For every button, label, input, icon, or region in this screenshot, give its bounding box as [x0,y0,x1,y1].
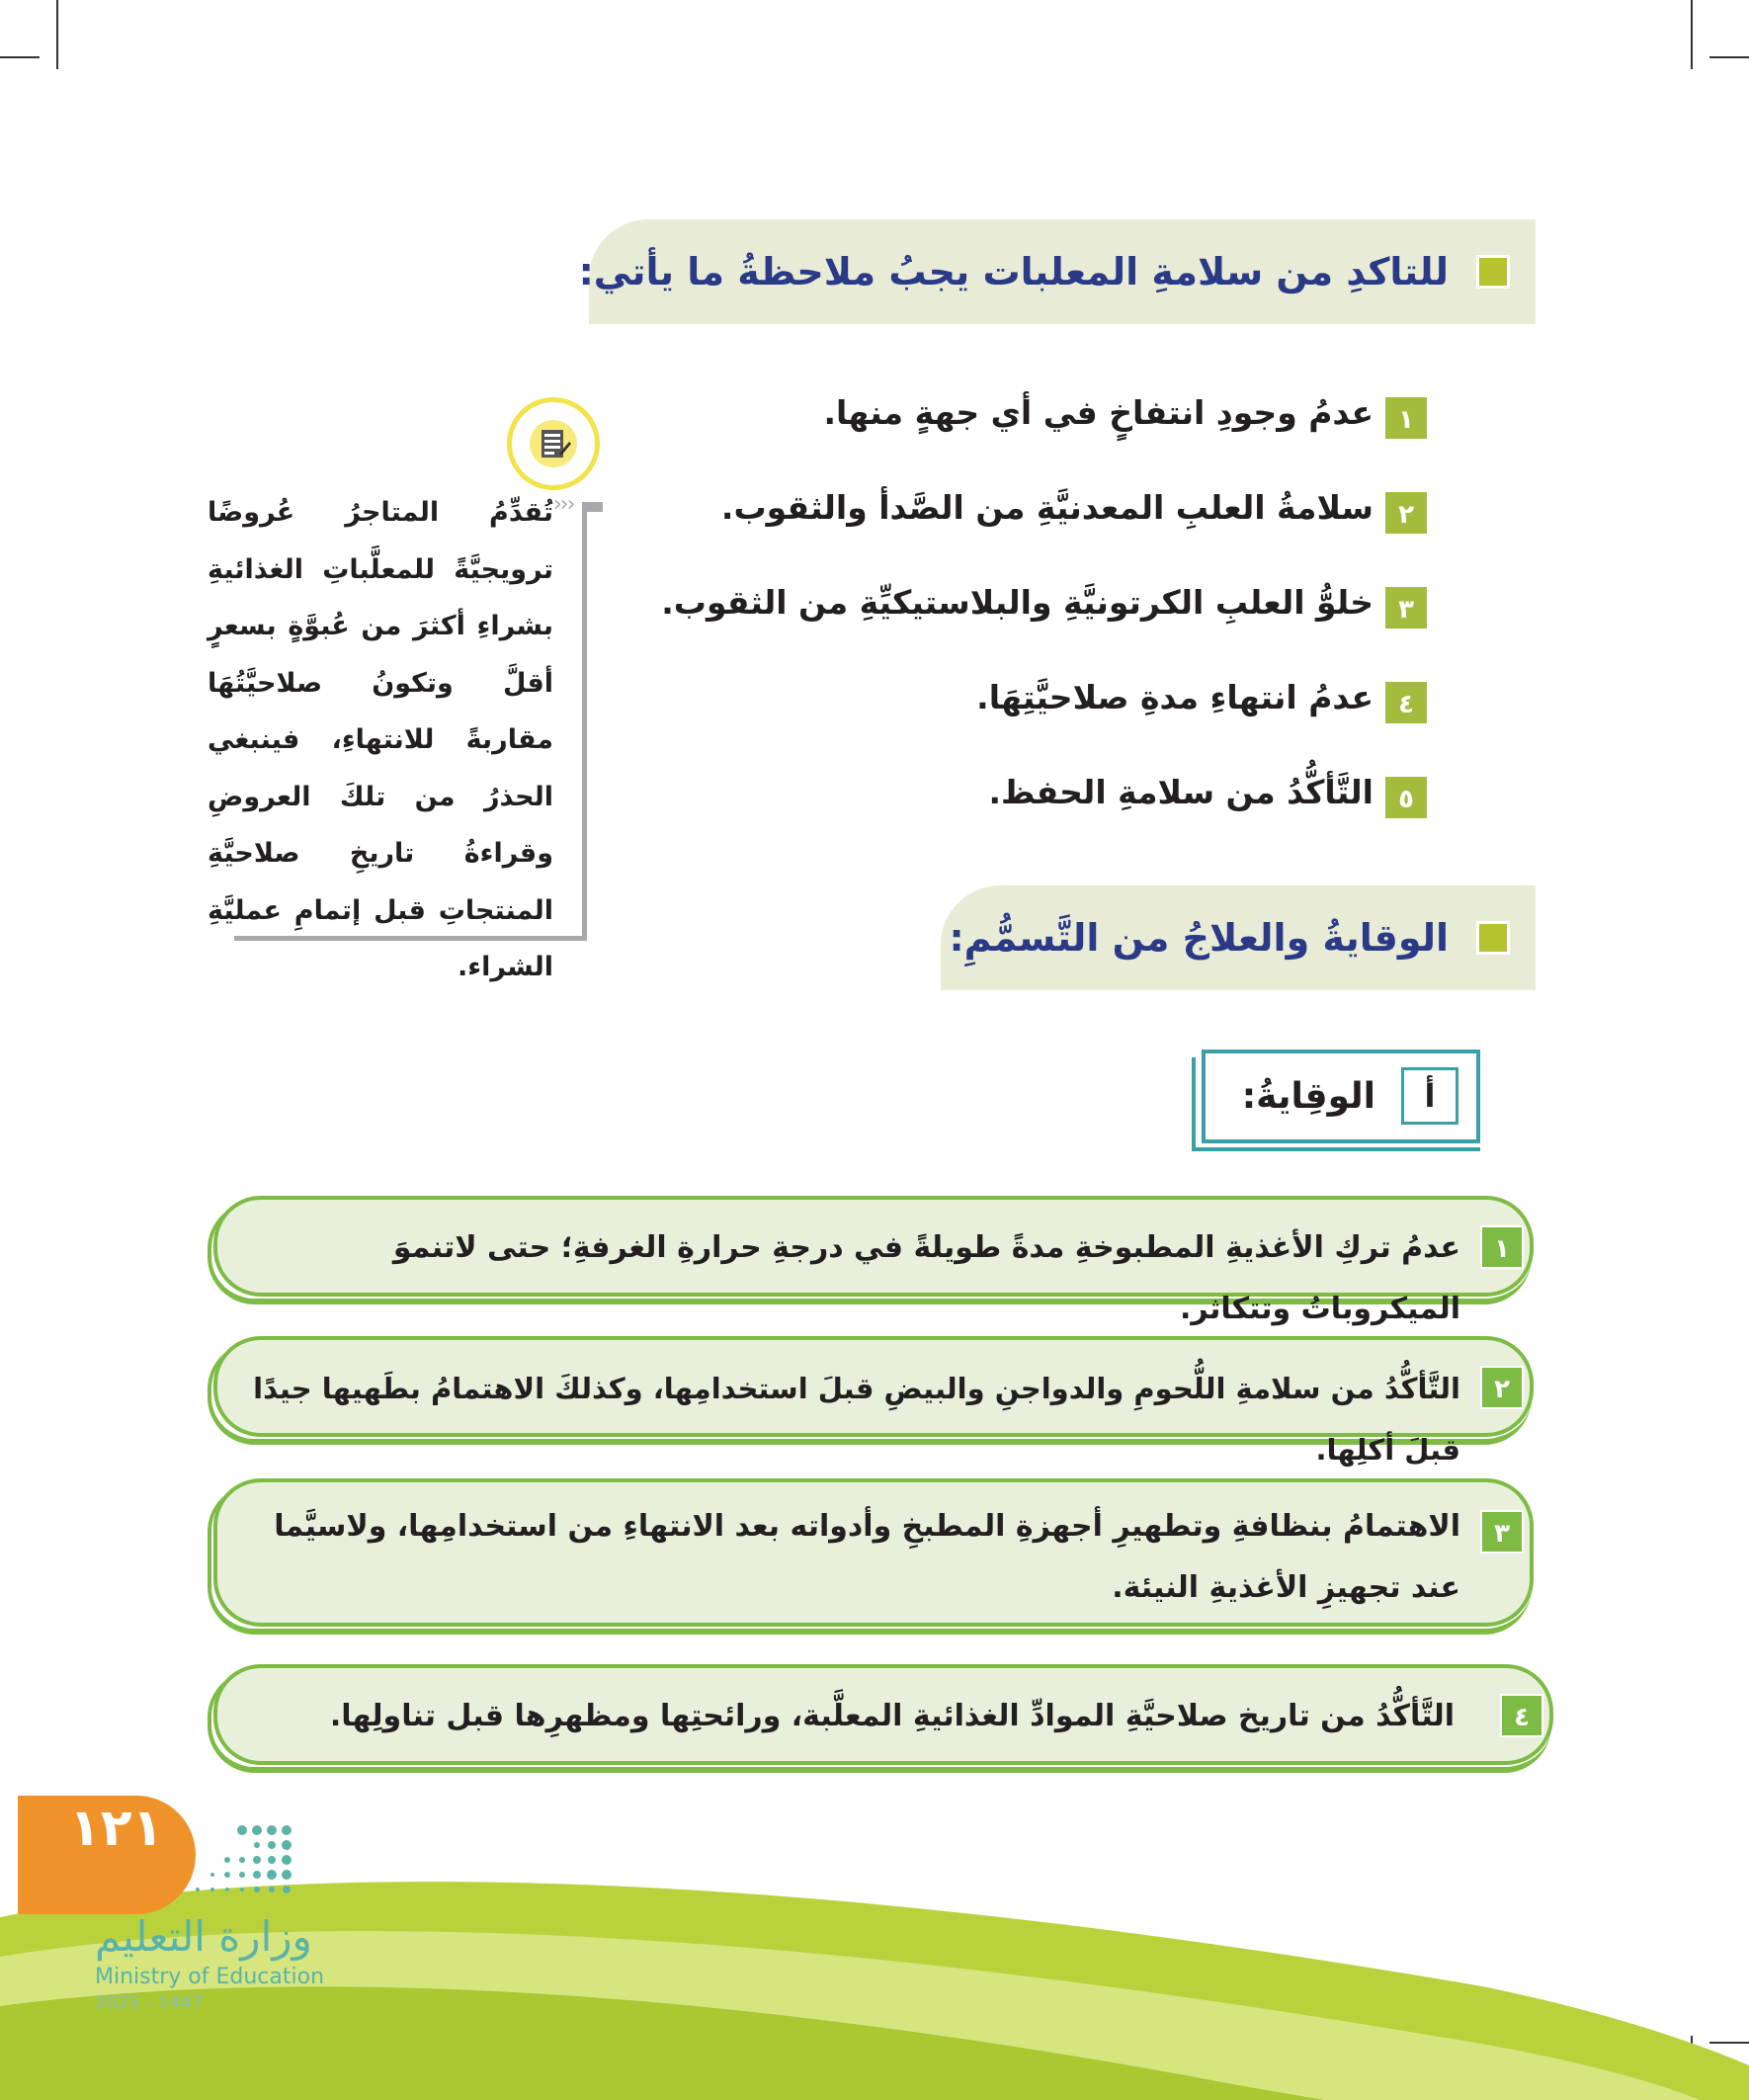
notepad-icon [507,397,600,490]
prevention-item-text: التَّأكُّدُ من تاريخ صلاحيَّةِ الموادِّ الغذائيةِ المعلَّبة، ورائحتِها ومظهرِها قبل تناولِها. [329,1699,1455,1733]
chevron-dots-icon: ››› [553,492,574,517]
crop-mark [1691,0,1693,69]
prevention-item [213,1478,1534,1627]
ministry-name-arabic: وزارة التعليم [95,1912,312,1961]
prevention-item-text: التَّأكُّدُ من سلامةِ اللُّحومِ والدواجنِ والبيضِ قبلَ استخدامِها، وكذلكَ الاهتمامُ بطَهيها جيدًا قبلَ أكلِها. [253,1372,1460,1467]
section-title: للتاكدِ من سلامةِ المعلبات يجبُ ملاحظةُ ما يأتي: [578,250,1449,294]
section-title: الوقايةُ والعلاجُ من التَّسمُّمِ: [949,916,1449,960]
prevention-item-text: الاهتمامُ بنظافةِ وتطهيرِ أجهزةِ المطبخِ وأدواته بعد الانتهاءِ من استخدامِها، ولاسيَّما عند تجهيزِ الأغذيةِ النيئة. [274,1509,1460,1605]
ministry-year: 2025 - 1447 [95,1992,204,2013]
side-note-text: تُقدِّمُ المتاجرُ عُروضًا ترويجيَّةً للمعلَّباتِ الغذائيةِ بشراءِ أكثرَ من عُبوَّةٍ بسعرٍ أقلَّ وتكونُ صلاحيَّتُهَا مقاربةً للانتهاءِ، فينبغي الحذرُ من تلكَ العروضِ وقراءةُ تاريخِ صلاحيَّةِ المنتجاتِ قبل إتمامِ عمليَّةِ الشراء. [208,497,553,982]
section-header-prevention [941,885,1536,990]
note-border [585,502,603,512]
section-header-canned-safety [578,219,1536,324]
sub-heading-box [1202,1050,1480,1143]
crop-mark [1709,56,1749,58]
item-number-badge: ٣ [1480,1510,1524,1554]
list-item: عدمُ وجودِ انتفاخٍ في أي جهةٍ منها. [823,393,1374,432]
list-item: عدمُ انتهاءِ مدةِ صلاحيَّتِهَا. [976,678,1374,716]
item-number-badge: ٣ [1383,585,1429,630]
list-item: خلوُّ العلبِ الكرتونيَّةِ والبلاستيكيِّةِ من الثقوب. [661,583,1374,622]
item-number-badge: ١ [1383,395,1429,441]
ministry-name-english: Ministry of Education [95,1965,325,1989]
item-number-badge: ٤ [1383,680,1429,725]
prevention-item [213,1336,1534,1467]
item-number-badge: ١ [1480,1225,1524,1269]
square-bullet-icon [1476,255,1510,289]
item-number-badge: ٥ [1383,775,1429,820]
prevention-item [213,1196,1534,1326]
list-item: سلامةُ العلبِ المعدنيَّةِ من الصَّدأ والثقوب. [720,488,1374,527]
crop-mark [56,0,58,69]
item-number-badge: ٤ [1500,1694,1543,1737]
list-item: التَّأكُّدُ من سلامةِ الحفظ. [988,773,1374,811]
item-number-badge: ٢ [1480,1366,1524,1409]
page-number: ١٢١ [69,1799,164,1858]
square-bullet-icon [1476,921,1510,955]
sub-heading-title: الوقِايةُ: [1241,1076,1375,1117]
sub-heading-letter: أ [1401,1067,1458,1125]
prevention-item-text: عدمُ تركِ الأغذيةِ المطبوخةِ مدةً طويلةً في درجةِ حرارةِ الغرفةِ؛ حتى لاتنموَ الميكروباتُ وتتكاثر. [392,1230,1460,1326]
item-number-badge: ٢ [1383,490,1429,536]
crop-mark [0,56,40,58]
prevention-item [213,1664,1553,1765]
note-border [582,502,587,939]
